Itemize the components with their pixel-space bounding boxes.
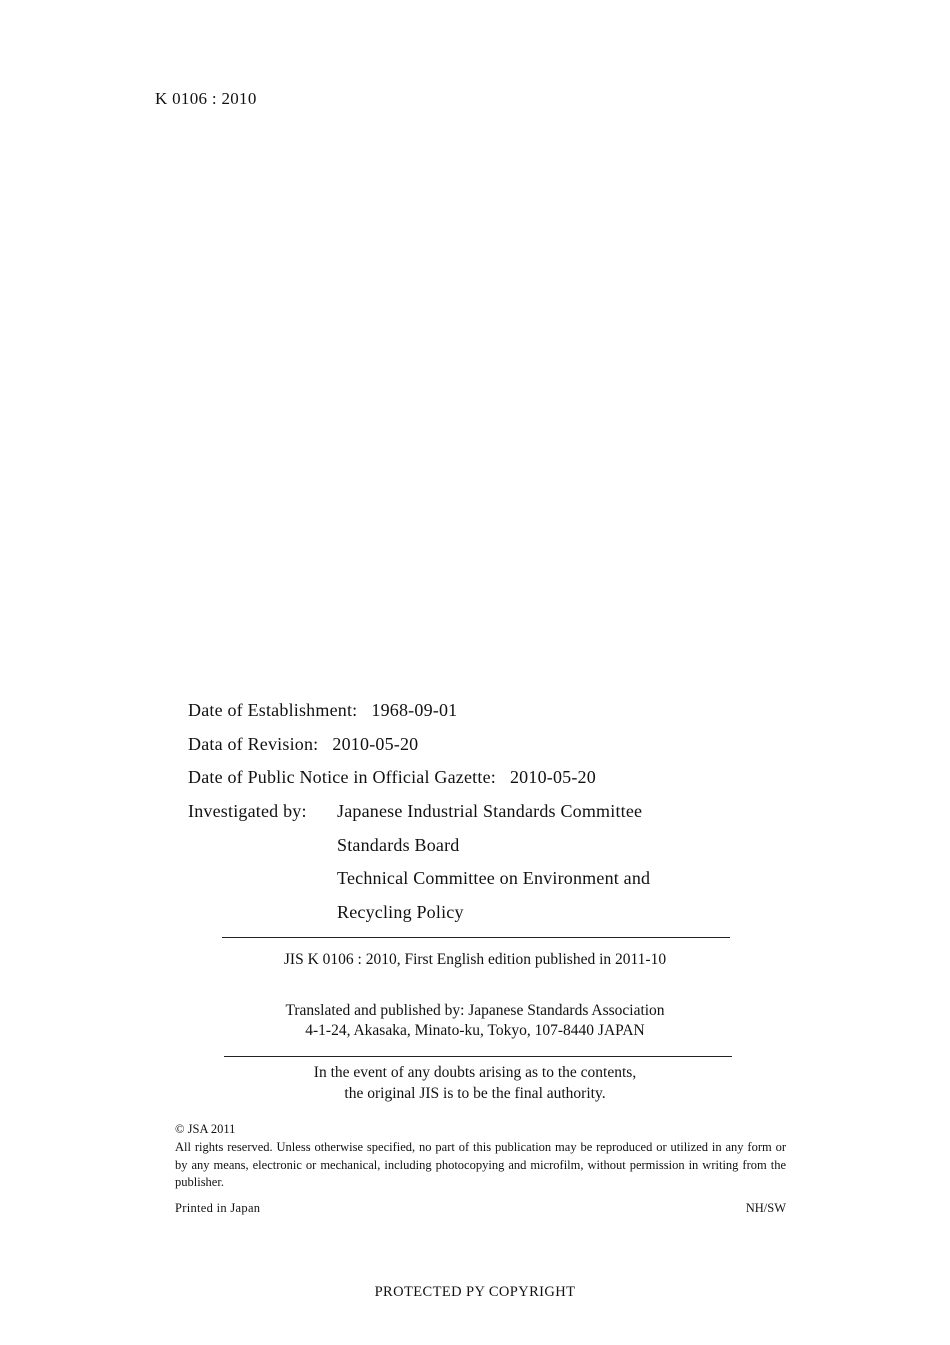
document-id: K 0106 : 2010 [155, 89, 257, 108]
print-code: NH/SW [745, 1201, 786, 1215]
revision-value: 2010-05-20 [332, 734, 419, 754]
footer-copyright: PROTECTED PY COPYRIGHT [374, 1284, 576, 1300]
authority-line-2: the original JIS is to be the final authority. [344, 1085, 606, 1102]
investigated-line-1: Japanese Industrial Standards Committee [337, 801, 643, 821]
rights-paragraph: All rights reserved. Unless otherwise specified, no part of this publication may be reproduced or utilized in any form or by any means, electronic or mechanical, including photocopying and microfilm, without permission in writing from the publisher. [175, 1140, 786, 1189]
investigated-line-4: Recycling Policy [337, 902, 464, 922]
publisher-line-1: Translated and published by: Japanese Standards Association [285, 1002, 665, 1019]
publisher-line-2: 4-1-24, Akasaka, Minato-ku, Tokyo, 107-8440 JAPAN [305, 1022, 645, 1039]
top-divider [222, 937, 730, 938]
investigated-label: Investigated by: [188, 801, 307, 821]
investigated-line-3: Technical Committee on Environment and [337, 868, 651, 888]
investigated-line-2: Standards Board [337, 835, 460, 855]
authority-line-1: In the event of any doubts arising as to the contents, [313, 1064, 637, 1081]
revision-row [188, 734, 418, 755]
establishment-row [188, 700, 457, 721]
public-notice-value: 2010-05-20 [509, 767, 596, 787]
establishment-value: 1968-09-01 [371, 700, 458, 720]
public-notice-label: Date of Public Notice in Official Gazette: [188, 767, 496, 787]
printed-in: Printed in Japan [175, 1201, 261, 1215]
edition-line: JIS K 0106 : 2010, First English edition published in 2011-10 [283, 951, 667, 968]
establishment-label: Date of Establishment: [188, 700, 358, 720]
copyright-notice: © JSA 2011 [175, 1122, 236, 1136]
middle-divider [224, 1056, 732, 1057]
revision-label: Data of Revision: [188, 734, 319, 754]
public-notice-row [188, 767, 596, 788]
